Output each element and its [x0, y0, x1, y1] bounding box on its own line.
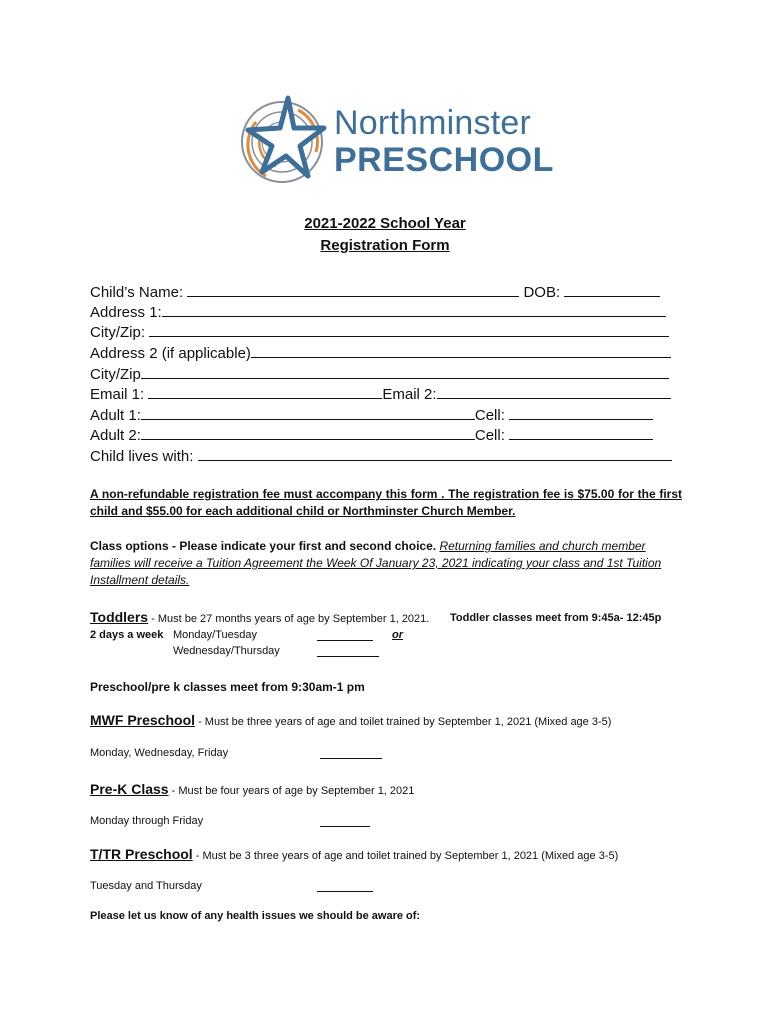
ttr-header: [90, 846, 618, 864]
ttr-days: Tuesday and Thursday: [90, 880, 202, 892]
class-options-note: Returning families and church member families will receive a Tuition Agreement the Week Of January 23, 2021 indicating your class and 1st Tuition Installment details.: [90, 539, 662, 587]
ttr-desc: - Must be 3 three years of age and toilet trained by September 1, 2021 (Mixed age 3-5): [192, 850, 619, 862]
address2-input[interactable]: [251, 343, 671, 358]
cityzip2-label: City/Zip: [90, 366, 141, 383]
cityzip1-row: [90, 322, 669, 343]
mwf-days: Monday, Wednesday, Friday: [90, 747, 229, 759]
toddlers-days-label: 2 days a week: [90, 629, 164, 641]
adult1-row: [90, 405, 653, 426]
adult2-label: Adult 2:: [90, 427, 141, 444]
logo-line2: PRESCHOOL: [334, 141, 554, 179]
logo-line1: Northminster: [334, 104, 532, 142]
address2-row: [90, 343, 671, 364]
prek-title: Pre-K Class: [90, 781, 169, 797]
prek-header: [90, 781, 414, 799]
mwf-title: MWF Preschool: [90, 712, 196, 728]
cityzip2-input[interactable]: [141, 364, 669, 379]
cityzip1-input[interactable]: [149, 322, 669, 337]
dob-input[interactable]: [564, 282, 660, 297]
toddlers-title: Toddlers: [90, 609, 149, 625]
toddlers-option1: Monday/Tuesday: [173, 629, 257, 641]
cityzip2-row: [90, 364, 669, 385]
prek-days: Monday through Friday: [90, 815, 204, 827]
toddlers-option1-blank[interactable]: [317, 630, 373, 641]
fee-notice: A non-refundable registration fee must accompany this form . The registration fee is $75.00 for the first child and $55.00 for each additional child or Northminster Church Member.: [90, 487, 682, 518]
class-options-lead: Class options - Please indicate your first and second choice.: [90, 539, 437, 553]
toddlers-or: or: [392, 629, 403, 641]
email2-input[interactable]: [437, 384, 671, 399]
child-lives-row: [90, 446, 672, 467]
preschool-times: Preschool/pre k classes meet from 9:30am-1 pm: [90, 680, 365, 694]
star-logo-icon: [236, 92, 336, 188]
adult2-input[interactable]: [141, 425, 475, 440]
mwf-header: [90, 712, 611, 730]
prek-blank[interactable]: [320, 816, 370, 827]
child-name-row: [90, 282, 660, 303]
child-name-input[interactable]: [187, 282, 519, 297]
cell1-input[interactable]: [509, 405, 653, 420]
email2-label: Email 2:: [382, 386, 437, 403]
child-lives-label: Child lives with:: [90, 448, 194, 465]
adult1-input[interactable]: [141, 405, 475, 420]
address1-input[interactable]: [162, 302, 666, 317]
cell2-input[interactable]: [509, 425, 653, 440]
address2-label: Address 2 (if applicable): [90, 345, 251, 362]
toddlers-meet: Toddler classes meet from 9:45a- 12:45p: [450, 612, 662, 624]
dob-label: DOB:: [523, 284, 561, 301]
toddlers-desc: - Must be 27 months years of age by September 1, 2021.: [148, 613, 430, 625]
email-row: [90, 384, 671, 405]
prek-desc: - Must be four years of age by September 1, 2021: [168, 785, 415, 797]
mwf-blank[interactable]: [320, 748, 382, 759]
address1-label: Address 1:: [90, 304, 162, 321]
cell2-label: Cell:: [474, 427, 505, 444]
health-prompt: Please let us know of any health issues we should be aware of:: [90, 910, 421, 922]
adult1-label: Adult 1:: [90, 407, 141, 424]
toddlers-header: [90, 609, 429, 627]
ttr-blank[interactable]: [317, 881, 373, 892]
cell1-label: Cell:: [474, 407, 505, 424]
cityzip1-label: City/Zip:: [90, 324, 146, 341]
ttr-title: T/TR Preschool: [90, 846, 193, 862]
child-lives-input[interactable]: [198, 446, 672, 461]
form-title: Registration Form: [320, 237, 450, 254]
email1-input[interactable]: [148, 384, 382, 399]
school-year-title: 2021-2022 School Year: [304, 215, 466, 232]
address1-row: [90, 302, 666, 323]
mwf-desc: - Must be three years of age and toilet trained by September 1, 2021 (Mixed age 3-5): [195, 716, 612, 728]
toddlers-option2-blank[interactable]: [317, 646, 379, 657]
child-name-label: Child’s Name:: [90, 284, 184, 301]
toddlers-option2: Wednesday/Thursday: [173, 645, 280, 657]
adult2-row: [90, 425, 653, 446]
email1-label: Email 1:: [90, 386, 145, 403]
class-options: [90, 538, 680, 589]
